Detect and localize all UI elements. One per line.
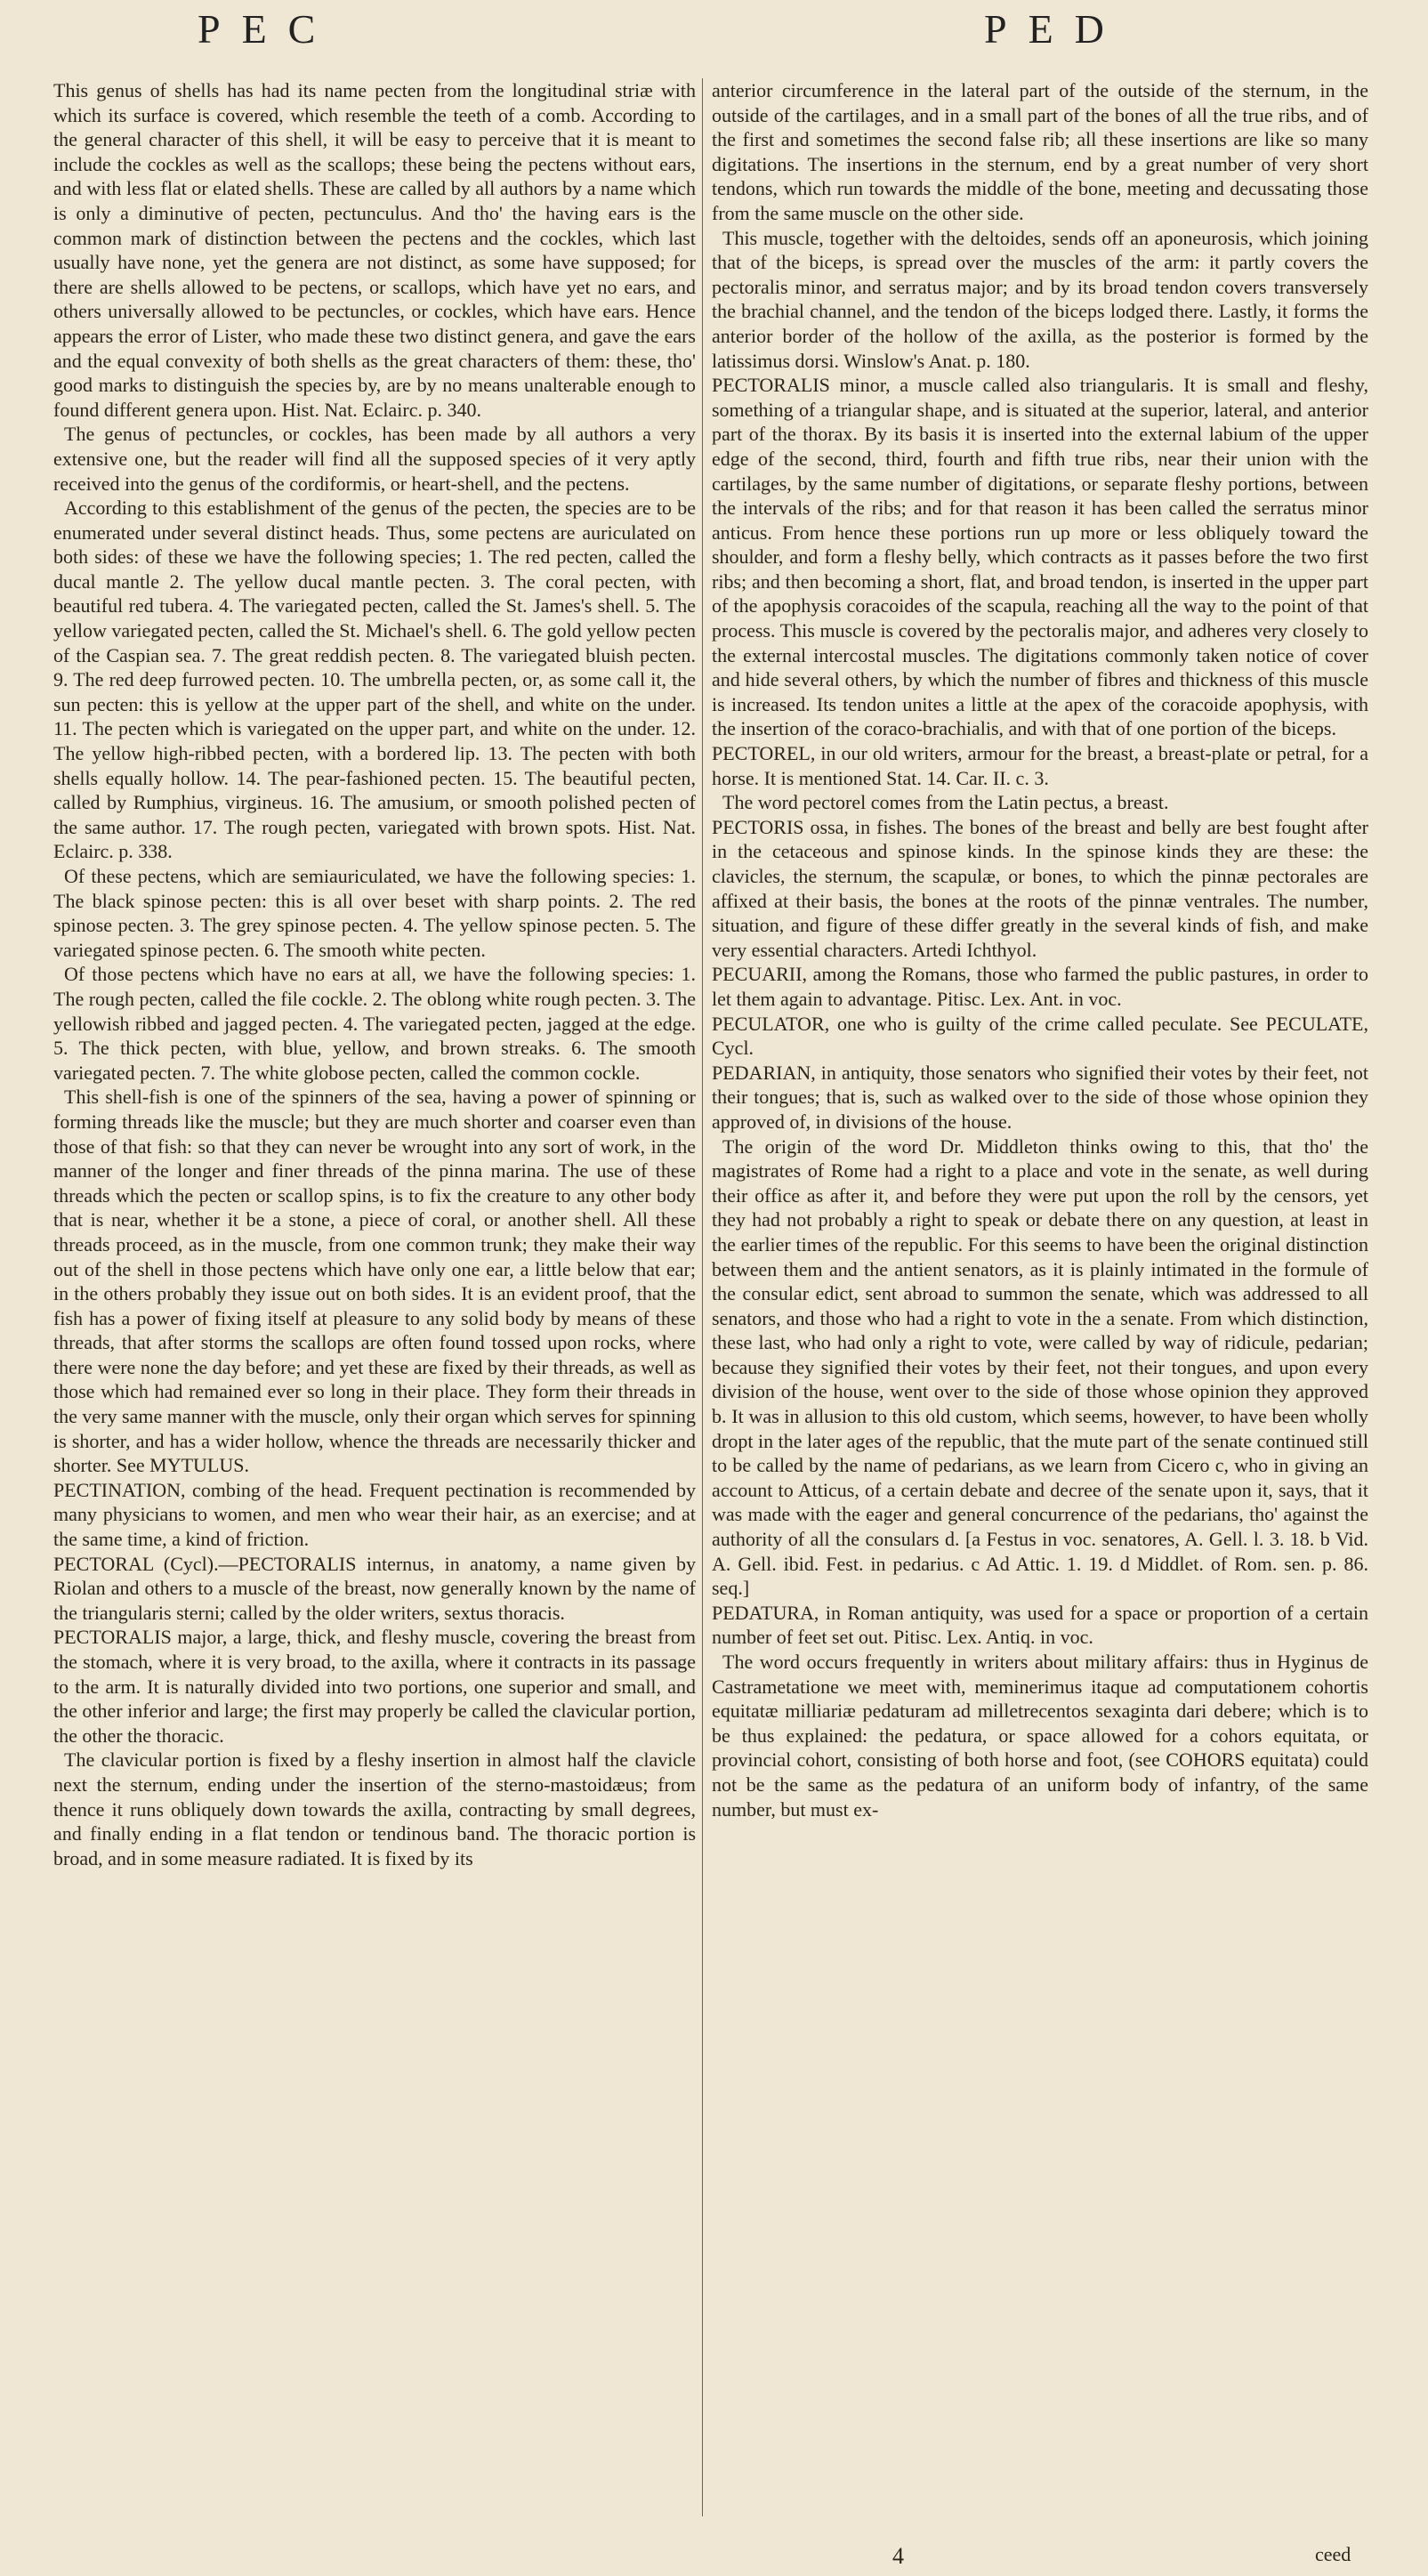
paragraph-auriculated-species: According to this establishment of the genus of the pecten, the species are to be enumerated under several distinct heads. Thus, some pectens are auriculated on both sides: of these we have the following species; 1. The red pecten, called the ducal mantle 2. The yellow ducal mantle pecten. 3. The coral pecten, with beautiful red tubera. 4. The variegated pecten, called the St. James's shell. 5. The yellow variegated pecten, called the St. Michael's shell. 6. The gold yellow pecten of the Caspian sea. 7. The great reddish pecten. 8. The variegated bluish pecten. 9. The red deep furrowed pecten. 10. The umbrella pecten, or, as some call it, the sun pecten: this is yellow at the upper part of the shell, and white on the under. 11. The pecten which is variegated on the upper part, and white on the under. 12. The yellow high-ribbed pecten, with a bordered lip. 13. The pecten with both shells equally hollow. 14. The pear-fashioned pecten. 15. The beautiful pecten, called by Rumphius, virgineus. 16. The amusium, or smooth polished pecten of the same author. 17. The rough pecten, variegated with brown spots. Hist. Nat. Eclairc. p. 338. xyxy=(53,497,696,863)
catchword: ceed xyxy=(1315,2543,1351,2565)
paragraph-pedatura-usage: The word occurs frequently in writers about military affairs: thus in Hyginus de Castrametatione we meet with, meminerimus itaque ad computationem cohortis equitatæ milliariæ pedaturam ad milletrecentos sexaginta dari debere; which is to be thus explained: the pedatura, or space allowed for a cohors equitata, or provincial cohort, consisting of both horse and foot, (see COHORS equitata) could not be the same as the pedatura of an uniform body of infantry, of the same number, but must ex- xyxy=(712,1651,1368,1821)
column-divider xyxy=(702,78,703,2516)
running-head-right: PED xyxy=(984,6,1125,52)
page-number: 4 xyxy=(892,2543,904,2569)
entry-peculator: PECULATOR, one who is guilty of the crime called peculate. See PECULATE, Cycl. xyxy=(712,1012,1368,1060)
entry-pectoral: PECTORAL (Cycl).—PECTORALIS internus, in anatomy, a name given by Riolan and others to a muscle of the breast, now generally known by the name of the triangularis sterni; called by the older writers, sextus thoracis. xyxy=(53,1552,696,1624)
paragraph-earless-species: Of those pectens which have no ears at all, we have the following species: 1. The rough pecten, called the file cockle. 2. The oblong white rough pecten. 3. The yellowish ribbed and jagged pecten. 4. The variegated pecten, jagged at the edge. 5. The thick pecten, with blue, yellow, and brown streaks. 6. The smooth variegated pecten. 7. The white globose pecten, called the common cockle. xyxy=(53,963,696,1084)
right-column xyxy=(712,78,1368,2534)
running-head-left: PEC xyxy=(198,6,337,52)
paragraph-pectuncles: The genus of pectuncles, or cockles, has been made by all authors a very extensive one, but the reader will find all the supposed species of it very aptly received into the genus of the cordiformis, or heart-shell, and the pectens. xyxy=(53,423,696,495)
paragraph-semiauriculated-species: Of these pectens, which are semiauriculated, we have the following species: 1. The black spinose pecten: this is all over beset with sharp points. 2. The red spinose pecten. 3. The grey spinose pecten. 4. The yellow spinose pecten. 5. The variegated spinose pecten. 6. The smooth white pecten. xyxy=(53,865,696,961)
paragraph-pecten-genus: This genus of shells has had its name pecten from the longitudinal striæ with which its surface is covered, which resemble the teeth of a comb. According to the general character of this shell, it will be easy to perceive that it is meant to include the cockles as well as the scallops; these being the pectens without ears, and with less flat or elated shells. These are called by all authors by a name which is only a diminutive of pecten, pectunculus. And tho' the having ears is the common mark of distinction between the pectens and the cockles, which last usually have none, yet the genera are not distinct, as some have supposed; for there are shells allowed to be pectens, or scallops, which have yet no ears, and others universally allowed to be pectuncles, or cockles, which have ears. Hence appears the error of Lister, who made these two distinct genera, and gave the ears and the equal convexity of both shells as the great characters of them: these, tho' good marks to distinguish the species by, are by no means unalterable enough to found different genera upon. Hist. Nat. Eclairc. p. 340. xyxy=(53,79,696,421)
entry-pecuarii: PECUARII, among the Romans, those who farmed the public pastures, in order to let them again to advantage. Pitisc. Lex. Ant. in voc. xyxy=(712,963,1368,1010)
paragraph-clavicular-portion: The clavicular portion is fixed by a fleshy insertion in almost half the clavicle next the sternum, ending under the insertion of the sterno-mastoidæus; from thence it runs obliquely down towards the axilla, contracting by small degrees, and finally ending in a flat tendon or tendinous band. The thoracic portion is broad, and in some measure radiated. It is fixed by its xyxy=(53,1748,696,1869)
paragraph-pectorel-etymology: The word pectorel comes from the Latin pectus, a breast. xyxy=(722,791,1169,814)
entry-pedatura: PEDATURA, in Roman antiquity, was used for a space or proportion of a certain number of feet set out. Pitisc. Lex. Antiq. in voc. xyxy=(712,1601,1368,1649)
entry-pectoralis-minor: PECTORALIS minor, a muscle called also triangularis. It is small and fleshy, something of a triangular shape, and is situated at the superior, lateral, and anterior part of the thorax. By its basis it is inserted into the external labium of the upper edge of the second, third, fourth and fifth true ribs, near their union with the cartilages, by the same number of digitations, or separate fleshy portions, between the intervals of the ribs; and for that reason it has been called the serratus minor anticus. From hence these portions run up more or less obliquely toward the shoulder, and form a fleshy belly, which contracts as it passes before the two first ribs; and then becoming a short, flat, and broad tendon, is inserted in the upper part of the apophysis coracoides of the scapula, reaching all the way to the point of that process. This muscle is covered by the pectoralis major, and adheres very closely to the external intercostal muscles. The digitations commonly taken notice of cover and hide several others, by which the number of fibres and thickness of this muscle is increased. Its tendon unites a little at the apex of the coracoide apophysis, with the insertion of the coraco-brachialis, and with that of one portion of the biceps. xyxy=(712,374,1368,740)
paragraph-aponeurosis: This muscle, together with the deltoides, sends off an aponeurosis, which joining that of the biceps, is spread over the muscles of the arm: it partly covers the pectoralis minor, and serratus major; and by its broad tendon covers transversely the brachial channel, and the tendon of the biceps lodged there. Lastly, it forms the anterior border of the hollow of the axilla, as the posterior is formed by the latissimus dorsi. Winslow's Anat. p. 180. xyxy=(712,226,1368,372)
paragraph-pedarian-origin: The origin of the word Dr. Middleton thinks owing to this, that tho' the magistrates of Rome had a right to a place and vote in the senate, as well during their office as after it, and before they were put upon the roll by the censors, yet they had not probably a right to speak or debate there on any question, at least in the earlier times of the republic. For this seems to have been the original distinction between them and the antient senators, as it is plainly intimated in the formule of the consular edict, sent abroad to summon the senate, which was addressed to all senators, and those who had a right to vote in the a senate. From which distinction, these last, who had only a right to vote, were called by way of ridicule, pedarian; because they signified their votes by their feet, not their tongues, and upon every division of the house, went over to the side of those whose opinion they approved b. It was in allusion to this old custom, which seems, however, to have been wholly dropt in the later ages of the republic, that the mute part of the senate continued still to be called by the name of pedarians, as we learn from Cicero c, who in giving an account to Atticus, of a certain debate and decree of the senate upon it, says, that it was made with the eager and general concurrence of the pedarians, tho' against the authority of all the consulars d. [a Festus in voc. senatores, A. Gell. l. 3. 18. b Vid. A. Gell. ibid. Fest. in pedarius. c Ad Attic. 1. 19. d Middlet. of Rom. sen. p. 86. seq.] xyxy=(712,1135,1368,1600)
running-head xyxy=(0,5,1428,59)
entry-pectoralis-major: PECTORALIS major, a large, thick, and fleshy muscle, covering the breast from the stomach, where it is very broad, to the axilla, where it contracts in its passage to the arm. It is naturally divided into two portions, one superior and small, and the other inferior and large; the first may properly be called the clavicular portion, the other the thoracic. xyxy=(53,1626,696,1747)
entry-pectination: PECTINATION, combing of the head. Frequent pectination is recommended by many physicians to women, and men who wear their hair, as an exercise; and at the same time, a kind of friction. xyxy=(53,1478,696,1551)
entry-pectorel: PECTOREL, in our old writers, armour for the breast, a breast-plate or petral, for a horse. It is mentioned Stat. 14. Car. II. c. 3. xyxy=(712,742,1368,789)
paragraph-insertions: anterior circumference in the lateral part of the outside of the sternum, in the outside of the cartilages, and in a small part of the bones of all the true ribs, and of the first and sometimes the second false rib; all these insertions are like so many digitations. The insertions in the sternum, end by a great number of very short tendons, which run towards the middle of the bone, meeting and decussating those from the same muscle on the other side. xyxy=(712,79,1368,224)
entry-pedarian: PEDARIAN, in antiquity, those senators who signified their votes by their feet, not their tongues; that is, such as walked over to the side of those whose opinion they approved of, in divisions of the house. xyxy=(712,1061,1368,1133)
left-column xyxy=(53,78,696,2534)
paragraph-spinning: This shell-fish is one of the spinners of the sea, having a power of spinning or forming threads like the muscle; but they are much shorter and coarser even than those of that fish: so that they can never be wrought into any sort of work, in the manner of the longer and finer threads of the pinna marina. The use of these threads which the pecten or scallop spins, is to fix the creature to any other body that is near, whether it be a stone, a piece of coral, or another shell. All these threads proceed, as in the muscle, from one common trunk; they make their way out of the shell in those pectens which have only one ear, a little below that ear; in the others probably they issue out on both sides. It is an evident proof, that the fish has a power of fixing itself at pleasure to any solid body by means of these threads, that after storms the scallops are often found tossed upon rocks, where there were none the day before; and yet these are fixed by their threads, as well as those which had remained ever so long in their place. They form their threads in the very same manner with the muscle, only their organ which serves for spinning is shorter, and has a wider hollow, whence the threads are necessarily thicker and shorter. See MYTULUS. xyxy=(53,1086,696,1477)
entry-pectoris-ossa: PECTORIS ossa, in fishes. The bones of the breast and belly are best fought after in the cetaceous and spinose kinds. In the spinose kinds they are these: the clavicles, the sternum, the scapulæ, or bones, to which the pinnæ pectorales are affixed at their basis, the bones at the roots of the pinnæ ventrales. The number, situation, and figure of these differ greatly in the several kinds of fish, and make very essential characters. Artedi Ichthyol. xyxy=(712,815,1368,961)
